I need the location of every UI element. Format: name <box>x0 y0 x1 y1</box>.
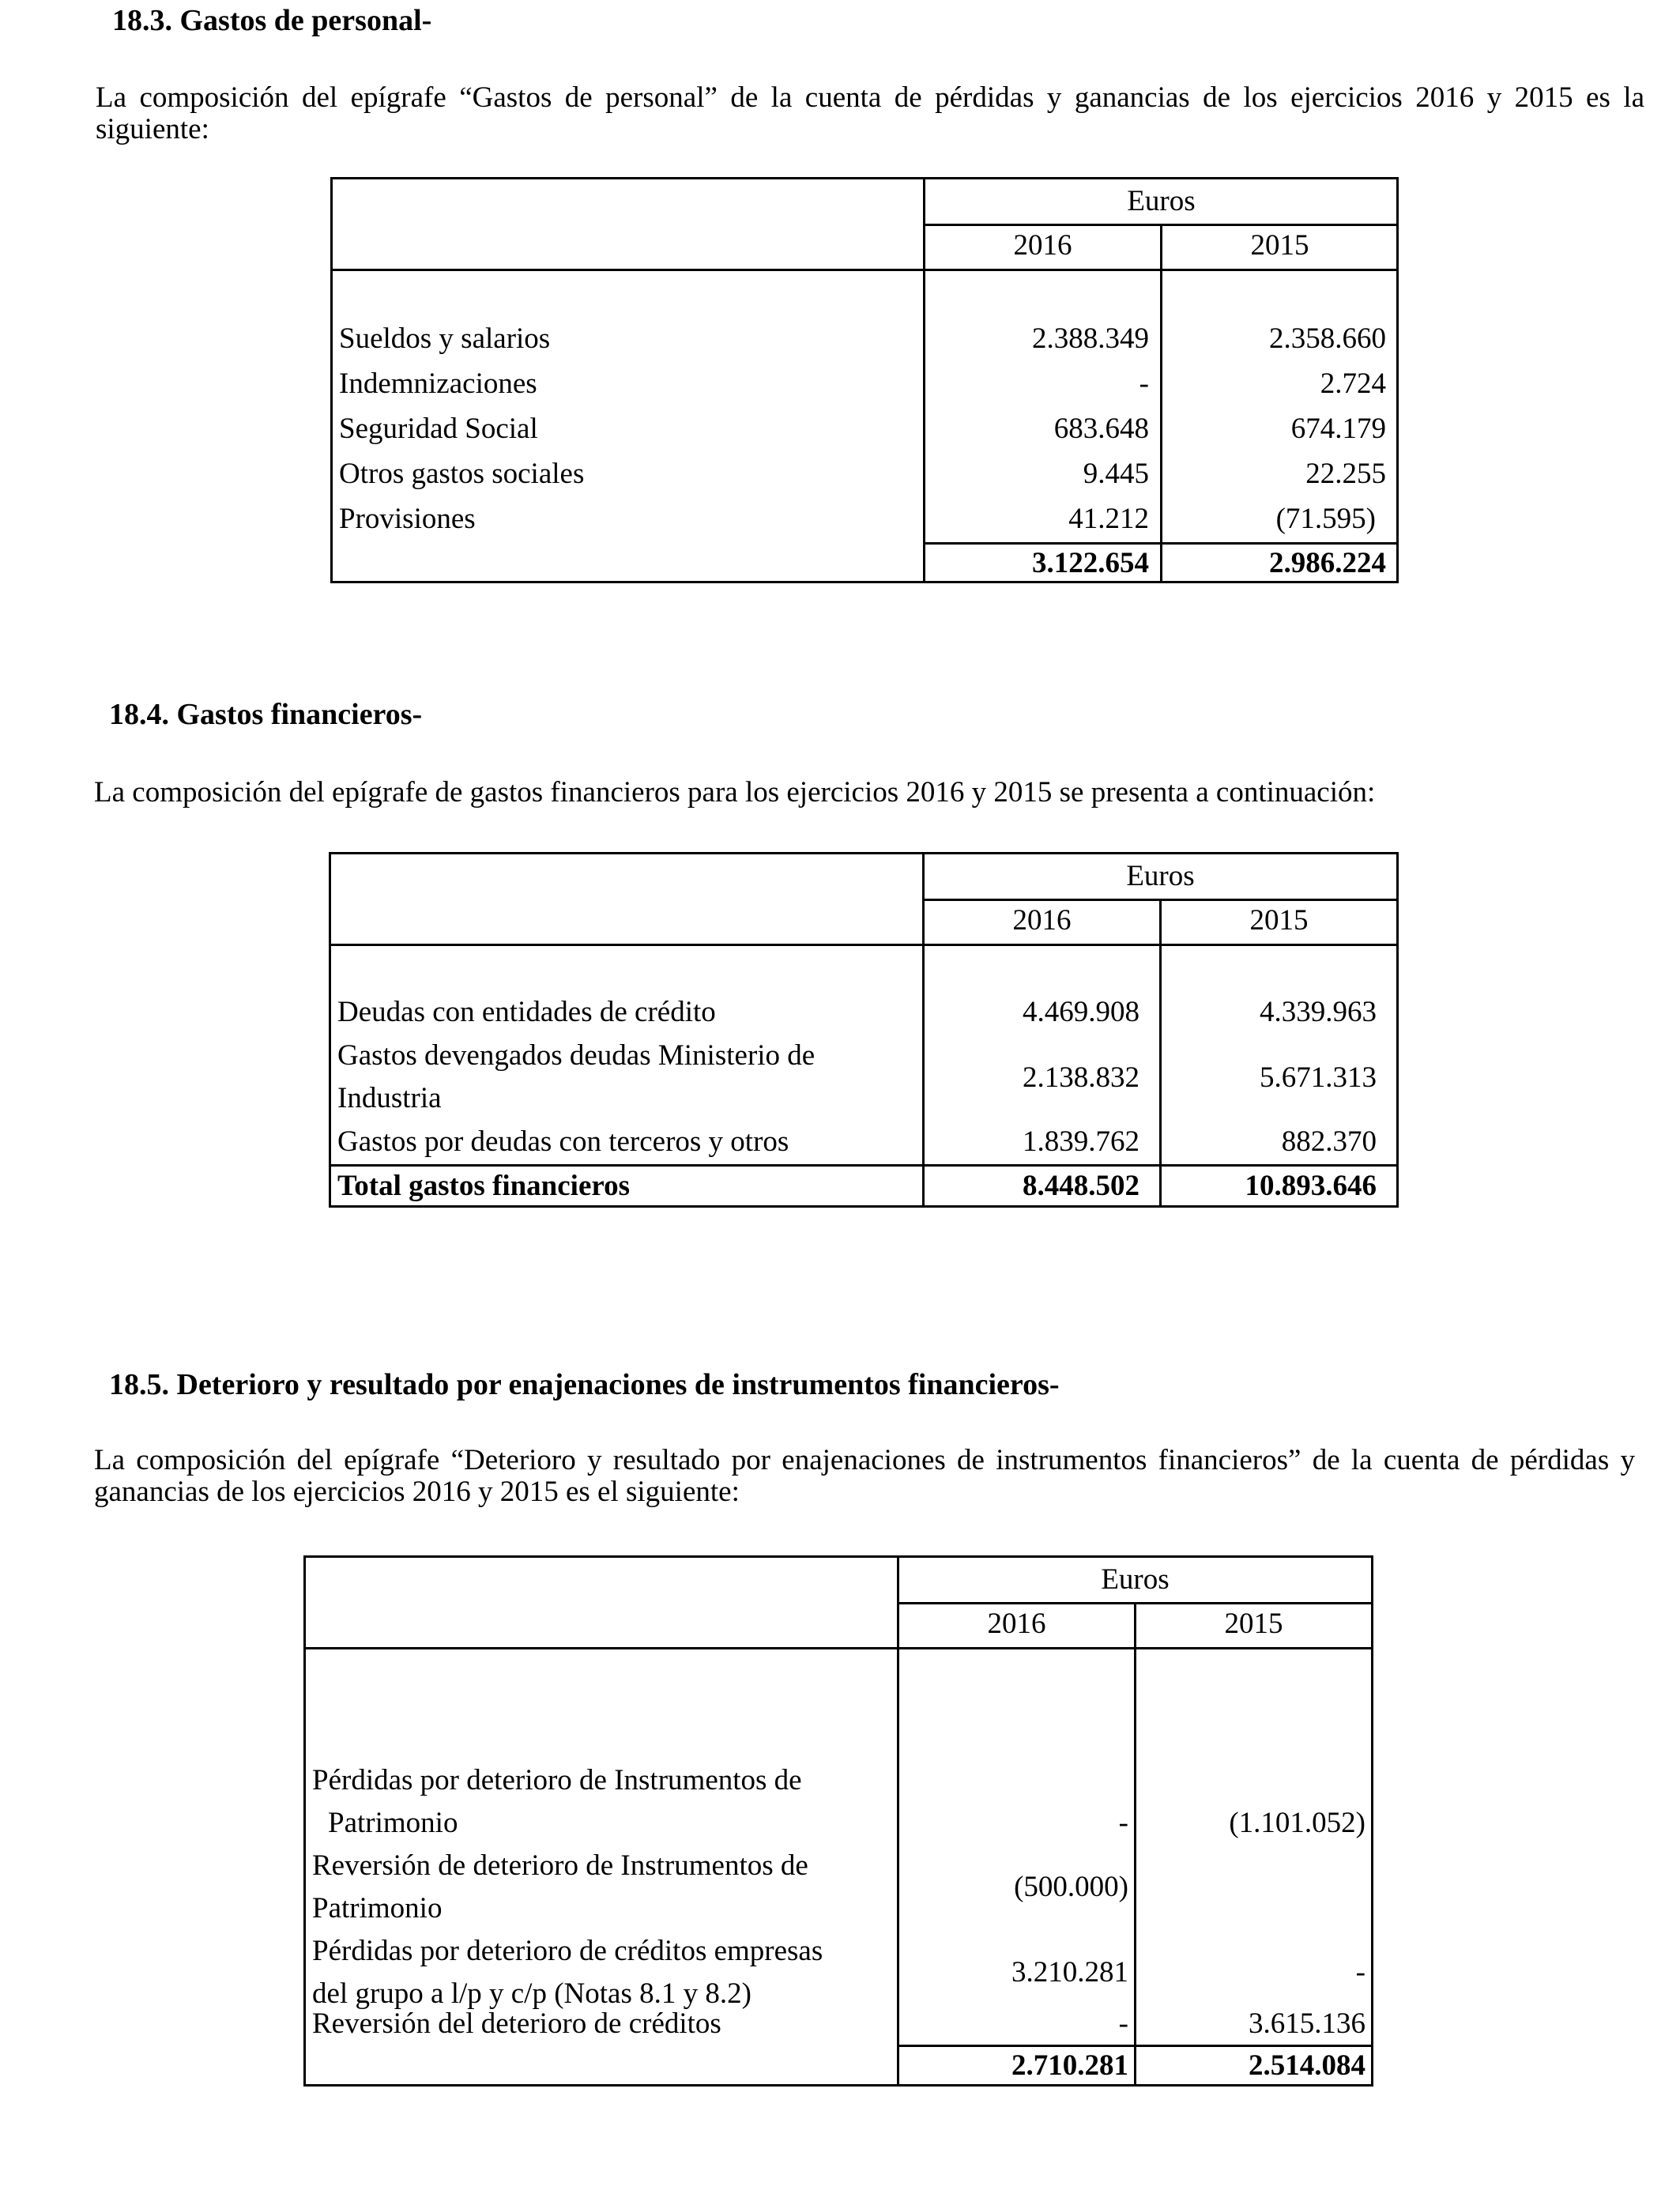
table-gastos-personal <box>330 177 1399 583</box>
header-2016: 2016 <box>1013 229 1072 262</box>
row-value-2015: 2.724 <box>1320 368 1386 400</box>
row-value-2016: 3.210.281 <box>1011 1956 1128 1989</box>
row-value-2016: 683.648 <box>1053 413 1149 445</box>
row-value-2016: - <box>1139 368 1149 400</box>
row-value-2015: 882.370 <box>1281 1125 1377 1158</box>
row-label: Patrimonio <box>328 1807 458 1839</box>
total-label: Total gastos financieros <box>337 1170 631 1202</box>
total-value-2015: 10.893.646 <box>1245 1170 1377 1202</box>
header-2015: 2015 <box>1224 1608 1283 1640</box>
row-value-2015: (71.595) <box>1275 503 1376 535</box>
row-value-2015: 4.339.963 <box>1260 996 1377 1028</box>
section-paragraph-18-4: La composición del epígrafe de gastos financieros para los ejercicios 2016 y 2015 se presenta a continuación: <box>94 776 1376 809</box>
row-label: Indemnizaciones <box>339 368 537 400</box>
header-euros: Euros <box>1127 185 1196 217</box>
row-label: Reversión de deterioro de Instrumentos de <box>312 1849 808 1882</box>
row-label: Industria <box>337 1082 442 1114</box>
header-2015: 2015 <box>1249 904 1309 937</box>
row-value-2016: 2.388.349 <box>1032 322 1149 355</box>
row-label: Gastos devengados deudas Ministerio de <box>337 1039 816 1072</box>
row-value-2015: 2.358.660 <box>1269 322 1386 355</box>
total-value-2016: 8.448.502 <box>1023 1170 1139 1202</box>
row-label: Provisiones <box>339 503 476 535</box>
total-value-2015: 2.986.224 <box>1269 547 1386 579</box>
row-value-2015: 22.255 <box>1305 458 1386 490</box>
section-paragraph-18-5: La composición del epígrafe “Deterioro y resultado por enajenaciones de instrumentos financieros” de la cuenta de pérdidas y ganancias de los ejercicios 2016 y 2015 es el siguiente: <box>94 1444 1635 1508</box>
row-value-2016: 4.469.908 <box>1023 996 1139 1028</box>
row-value-2015: - <box>1355 1956 1365 1989</box>
row-label: Gastos por deudas con terceros y otros <box>337 1125 789 1158</box>
row-value-2016: 1.839.762 <box>1023 1125 1139 1158</box>
row-label: Patrimonio <box>312 1892 443 1924</box>
row-value-2016: (500.000) <box>1014 1871 1128 1903</box>
header-euros: Euros <box>1126 860 1195 892</box>
row-label: Pérdidas por deterioro de Instrumentos de <box>312 1764 802 1796</box>
section-heading-18-4: 18.4. Gastos financieros- <box>109 698 423 731</box>
total-value-2016: 2.710.281 <box>1011 2049 1128 2082</box>
row-label: Sueldos y salarios <box>339 322 551 355</box>
header-euros: Euros <box>1101 1563 1170 1596</box>
row-value-2015: (1.101.052) <box>1229 1807 1365 1839</box>
table-deterioro <box>303 1555 1373 2087</box>
row-value-2016: 9.445 <box>1083 458 1149 490</box>
row-value-2015: 674.179 <box>1290 413 1386 445</box>
row-value-2016: - <box>1118 2007 1128 2040</box>
row-value-2015: 3.615.136 <box>1249 2007 1365 2040</box>
row-label: Seguridad Social <box>339 413 538 445</box>
header-2016: 2016 <box>987 1608 1046 1640</box>
row-value-2016: 2.138.832 <box>1023 1061 1139 1094</box>
section-heading-18-3: 18.3. Gastos de personal- <box>112 4 432 37</box>
row-label: del grupo a l/p y c/p (Notas 8.1 y 8.2) <box>312 1977 751 2010</box>
row-value-2015: 5.671.313 <box>1260 1061 1377 1094</box>
total-value-2015: 2.514.084 <box>1249 2049 1365 2082</box>
header-2015: 2015 <box>1250 229 1309 262</box>
row-value-2016: - <box>1118 1807 1128 1839</box>
section-heading-18-5: 18.5. Deterioro y resultado por enajenaciones de instrumentos financieros- <box>109 1368 1060 1401</box>
table-gastos-financieros <box>329 852 1399 1208</box>
row-label: Reversión del deterioro de créditos <box>312 2007 721 2040</box>
row-label: Otros gastos sociales <box>339 458 585 490</box>
row-label: Deudas con entidades de crédito <box>337 996 716 1028</box>
section-paragraph-18-3: La composición del epígrafe “Gastos de personal” de la cuenta de pérdidas y ganancias de los ejercicios 2016 y 2015 es la siguiente: <box>96 81 1644 145</box>
row-label: Pérdidas por deterioro de créditos empresas <box>312 1935 823 1967</box>
total-value-2016: 3.122.654 <box>1032 547 1149 579</box>
row-value-2016: 41.212 <box>1068 503 1149 535</box>
header-2016: 2016 <box>1012 904 1072 937</box>
